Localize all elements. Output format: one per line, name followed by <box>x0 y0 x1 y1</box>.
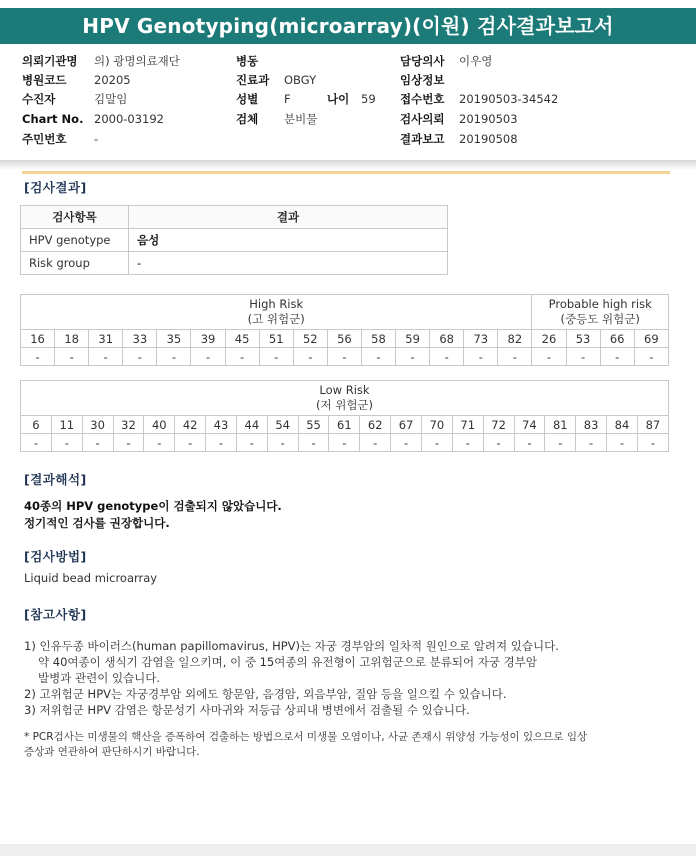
department-value: OBGY <box>284 73 317 87</box>
genotype-result-row <box>21 348 669 366</box>
requesting-org-value: 의) 광명의료재단 <box>94 54 180 68</box>
genotype-group-header-row <box>21 381 669 416</box>
note-2: 2) 고위험군 HPV는 자궁경부암 외에도 항문암, 음경암, 외음부암, 질암 등을 일으킬 수 있습니다. <box>24 687 507 701</box>
genotype-type-cell: 52 <box>293 330 327 348</box>
result-value: 음성 <box>129 229 448 252</box>
col-header-result: 결과 <box>129 206 448 229</box>
genotype-type-cell: 68 <box>430 330 464 348</box>
genotype-type-cell: 59 <box>396 330 430 348</box>
specimen-label: 검체 <box>236 112 259 126</box>
requesting-org-label: 의뢰기관명 <box>22 54 78 68</box>
genotype-type-cell: 30 <box>82 416 113 434</box>
header-divider <box>0 160 696 170</box>
genotype-type-cell: 31 <box>89 330 123 348</box>
genotype-type-cell: 66 <box>600 330 634 348</box>
genotype-type-cell: 87 <box>637 416 668 434</box>
genotype-result-cell: - <box>175 434 206 452</box>
genotype-result-cell: - <box>391 434 422 452</box>
genotype-result-cell: - <box>396 348 430 366</box>
genotype-type-cell: 82 <box>498 330 532 348</box>
footnote-line-1: * PCR검사는 미생물의 핵산을 증폭하여 검출하는 방법으로서 미생물 오염이나, 사균 존재시 위양성 가능성이 있으므로 임상 <box>24 731 588 743</box>
genotype-type-cell: 61 <box>329 416 360 434</box>
request-date-label: 검사의뢰 <box>400 112 445 126</box>
high-risk-title: High Risk <box>249 297 304 311</box>
genotype-type-cell: 6 <box>21 416 52 434</box>
genotype-type-row <box>21 416 669 434</box>
genotype-type-cell: 67 <box>391 416 422 434</box>
section-title-result: [검사결과] <box>24 180 87 195</box>
note-1-cont-2: 발병과 관련이 있습니다. <box>38 671 161 685</box>
genotype-result-cell: - <box>576 434 607 452</box>
references-list <box>24 638 664 718</box>
genotype-result-cell: - <box>89 348 123 366</box>
genotype-type-cell: 55 <box>298 416 329 434</box>
section-title-method: [검사방법] <box>24 549 87 564</box>
low-risk-subtitle: (저 위험군) <box>315 398 374 412</box>
interpretation-line-2: 정기적인 검사를 권장합니다. <box>24 516 170 530</box>
genotype-result-cell: - <box>293 348 327 366</box>
result-table-header <box>21 206 448 229</box>
note-3: 3) 저위험군 HPV 감염은 항문성기 사마귀와 저등급 상피내 병변에서 검출될 수 있습니다. <box>24 703 470 717</box>
result-value: - <box>129 252 448 275</box>
genotype-result-cell: - <box>360 434 391 452</box>
genotype-result-cell: - <box>51 434 82 452</box>
department-label: 진료과 <box>236 73 270 87</box>
genotype-result-cell: - <box>259 348 293 366</box>
accent-divider <box>22 171 670 174</box>
report-date-value: 20190508 <box>459 132 518 146</box>
report-title: HPV Genotyping(microarray)(이원) 검사결과보고서 <box>0 8 696 44</box>
genotype-result-cell: - <box>236 434 267 452</box>
genotype-type-cell: 71 <box>452 416 483 434</box>
genotype-type-cell: 84 <box>607 416 638 434</box>
table-row <box>21 252 448 275</box>
receipt-no-value: 20190503-34542 <box>459 92 559 106</box>
genotype-group-header-row <box>21 295 669 330</box>
genotype-result-cell: - <box>361 348 395 366</box>
genotype-result-cell: - <box>464 348 498 366</box>
specimen-value: 분비물 <box>284 112 318 126</box>
genotype-type-cell: 32 <box>113 416 144 434</box>
report-date-label: 결과보고 <box>400 132 445 146</box>
sex-label: 성별 <box>236 92 259 106</box>
receipt-no-label: 접수번호 <box>400 92 445 106</box>
genotype-result-row <box>21 434 669 452</box>
low-risk-title: Low Risk <box>319 383 370 397</box>
genotype-type-cell: 62 <box>360 416 391 434</box>
genotype-type-cell: 69 <box>634 330 668 348</box>
low-risk-table <box>20 380 669 452</box>
genotype-result-cell: - <box>600 348 634 366</box>
genotype-result-cell: - <box>329 434 360 452</box>
probable-high-risk-title: Probable high risk <box>548 297 652 311</box>
genotype-type-cell: 83 <box>576 416 607 434</box>
age-value: 59 <box>361 92 376 106</box>
interpretation-line-1: 40종의 HPV genotype이 검출되지 않았습니다. <box>24 499 282 513</box>
genotype-result-cell: - <box>566 348 600 366</box>
doctor-value: 이우영 <box>459 54 493 68</box>
ward-label: 병동 <box>236 54 259 68</box>
note-1: 1) 인유두종 바이러스(human papillomavirus, HPV)는 자궁 경부암의 일차적 원인으로 알려져 있습니다. <box>24 639 559 653</box>
genotype-type-row <box>21 330 669 348</box>
section-title-interpretation: [결과해석] <box>24 472 87 487</box>
genotype-result-cell: - <box>514 434 545 452</box>
hospital-code-label: 병원코드 <box>22 73 67 87</box>
genotype-type-cell: 26 <box>532 330 566 348</box>
genotype-result-cell: - <box>206 434 237 452</box>
genotype-type-cell: 81 <box>545 416 576 434</box>
genotype-result-cell: - <box>607 434 638 452</box>
genotype-type-cell: 33 <box>123 330 157 348</box>
resident-no-label: 주민번호 <box>22 132 67 146</box>
genotype-type-cell: 39 <box>191 330 225 348</box>
high-risk-table <box>20 294 669 366</box>
chart-no-value: 2000-03192 <box>94 112 164 126</box>
col-header-item: 검사항목 <box>21 206 129 229</box>
genotype-type-cell: 54 <box>267 416 298 434</box>
genotype-result-cell: - <box>532 348 566 366</box>
method-text: Liquid bead microarray <box>24 571 158 585</box>
genotype-type-cell: 45 <box>225 330 259 348</box>
footnote <box>24 730 664 760</box>
genotype-type-cell: 42 <box>175 416 206 434</box>
low-risk-header <box>21 381 669 416</box>
hospital-code-value: 20205 <box>94 73 131 87</box>
high-risk-subtitle: (고 위험군) <box>247 312 305 326</box>
probable-high-risk-subtitle: (중등도 위험군) <box>560 312 640 326</box>
genotype-type-cell: 53 <box>566 330 600 348</box>
genotype-result-cell: - <box>637 434 668 452</box>
genotype-result-cell: - <box>452 434 483 452</box>
genotype-result-cell: - <box>191 348 225 366</box>
genotype-type-cell: 73 <box>464 330 498 348</box>
genotype-result-cell: - <box>545 434 576 452</box>
patient-value: 김말임 <box>94 92 128 106</box>
genotype-type-cell: 44 <box>236 416 267 434</box>
genotype-result-cell: - <box>430 348 464 366</box>
genotype-result-cell: - <box>634 348 668 366</box>
genotype-type-cell: 43 <box>206 416 237 434</box>
resident-no-value: - <box>94 132 99 146</box>
interpretation-text <box>24 498 282 532</box>
result-item: HPV genotype <box>21 229 129 252</box>
genotype-result-cell: - <box>113 434 144 452</box>
genotype-type-cell: 70 <box>421 416 452 434</box>
genotype-result-cell: - <box>498 348 532 366</box>
doctor-label: 담당의사 <box>400 54 445 68</box>
patient-label: 수진자 <box>22 92 56 106</box>
genotype-result-cell: - <box>82 434 113 452</box>
genotype-result-cell: - <box>21 348 55 366</box>
genotype-result-cell: - <box>298 434 329 452</box>
footnote-line-2: 증상과 연관하여 판단하시기 바랍니다. <box>24 746 200 758</box>
genotype-result-cell: - <box>157 348 191 366</box>
chart-no-label: Chart No. <box>22 112 84 126</box>
genotype-type-cell: 11 <box>51 416 82 434</box>
genotype-result-cell: - <box>55 348 89 366</box>
genotype-type-cell: 56 <box>327 330 361 348</box>
genotype-result-cell: - <box>483 434 514 452</box>
genotype-type-cell: 74 <box>514 416 545 434</box>
genotype-result-cell: - <box>123 348 157 366</box>
result-item: Risk group <box>21 252 129 275</box>
result-table <box>20 205 448 275</box>
genotype-type-cell: 40 <box>144 416 175 434</box>
genotype-type-cell: 16 <box>21 330 55 348</box>
genotype-result-cell: - <box>327 348 361 366</box>
genotype-type-cell: 35 <box>157 330 191 348</box>
note-1-cont: 약 40여종이 생식기 감염을 일으키며, 이 중 15여종의 유전형이 고위험군으로 분류되어 자궁 경부암 <box>38 655 537 669</box>
probable-high-risk-header <box>532 295 669 330</box>
genotype-result-cell: - <box>144 434 175 452</box>
high-risk-header <box>21 295 532 330</box>
table-row <box>21 229 448 252</box>
request-date-value: 20190503 <box>459 112 518 126</box>
page-bottom-bar <box>0 844 696 856</box>
sex-value: F <box>284 92 291 106</box>
age-label: 나이 <box>327 92 350 106</box>
genotype-type-cell: 58 <box>361 330 395 348</box>
genotype-result-cell: - <box>267 434 298 452</box>
genotype-type-cell: 51 <box>259 330 293 348</box>
genotype-type-cell: 72 <box>483 416 514 434</box>
genotype-result-cell: - <box>421 434 452 452</box>
genotype-result-cell: - <box>21 434 52 452</box>
genotype-type-cell: 18 <box>55 330 89 348</box>
genotype-result-cell: - <box>225 348 259 366</box>
section-title-references: [참고사항] <box>24 607 87 622</box>
clinical-info-label: 임상정보 <box>400 73 445 87</box>
